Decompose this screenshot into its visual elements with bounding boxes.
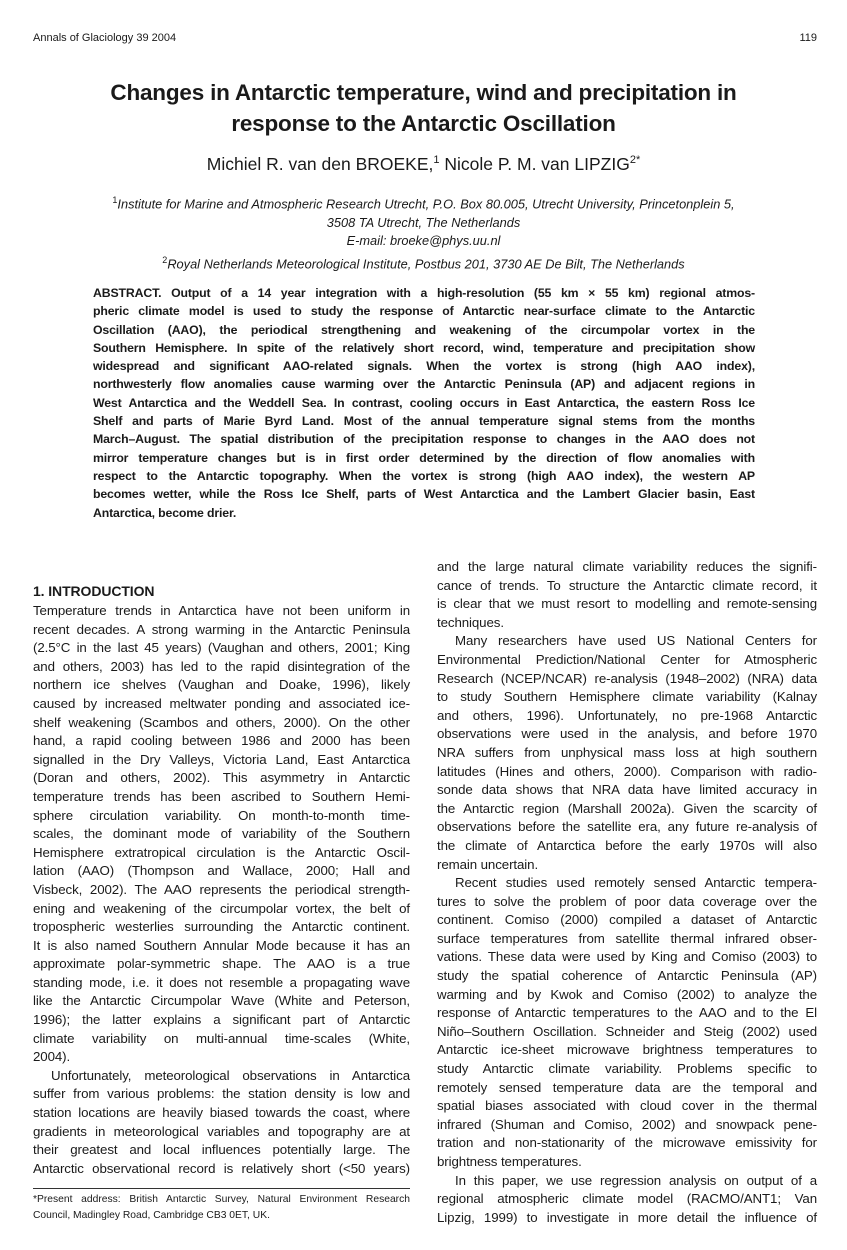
- text-line: approximate polar-symmetric shape. The AAO is a true: [33, 956, 410, 972]
- text-line: Research (NCEP/NCAR) re-analysis (1948–2002) (NRA) data: [437, 670, 817, 686]
- footnote-line: Council, Madingley Road, Cambridge CB3 0ET, UK.: [33, 1210, 270, 1221]
- text-line: Lipzig, 1999) to investigate in more detail the influence of: [437, 1209, 817, 1225]
- text-line: scales, the dominant mode of variability of the Southern: [33, 826, 410, 842]
- author-affiliation-mark: 1: [433, 154, 440, 167]
- text-line: is clear that we must resort to modelling and remote-sensing: [437, 596, 817, 612]
- text-line: remain uncertain.: [437, 856, 539, 872]
- text-line: West Antarctica and the Weddell Sea. In contrast, cooling occurs in East Antarctica, the eastern Ross Ice: [93, 395, 755, 410]
- text-line: Antarctic observational record is relatively short (<50 years): [33, 1160, 410, 1176]
- text-line: cance of trends. To structure the Antarctic climate record, it: [437, 577, 817, 593]
- text-line: the Antarctic region (Marshall 2002a). Given the scarcity of: [437, 800, 817, 816]
- author-affiliation-mark: 2*: [629, 154, 641, 167]
- text-line: In this paper, we use regression analysis on output of a: [455, 1172, 817, 1188]
- text-line: March–August. The spatial distribution of the precipitation response to changes in the AAO does not: [93, 432, 755, 447]
- text-line: Antarctica, become drier.: [93, 505, 237, 520]
- text-line: Environmental Prediction/National Center for Atmospheric: [437, 651, 817, 667]
- affiliation-1-cont: 3508 TA Utrecht, The Netherlands: [326, 214, 521, 230]
- text-line: hand, a rapid cooling between 1986 and 2000 has been: [33, 733, 410, 749]
- text-line: brightness temperatures.: [437, 1154, 582, 1169]
- text-line: pheric climate model is used to study the response of Antarctic near-surface climate to the Antarctic: [93, 304, 755, 319]
- text-line: remotely sensed temperature data are the temporal and: [437, 1079, 817, 1095]
- email[interactable]: E-mail: broeke@phys.uu.nl: [346, 233, 501, 249]
- text-line: warming and by Kwok and Comiso (2002) to analyze the: [437, 986, 817, 1002]
- text-line: standing mode, i.e. it does not resemble a propagating wave: [33, 974, 410, 990]
- text-line: Many researchers have used US National Centers for: [455, 633, 817, 649]
- text-line: Shelf and parts of Marie Byrd Land. Most of the annual temperature signal stems from the months: [93, 414, 755, 429]
- text-line: Hemisphere extratropical circulation is the Antarctic Oscil-: [33, 844, 410, 860]
- text-line: Temperature trends in Antarctica have not been uniform in: [33, 603, 410, 618]
- text-line: Visbeck, 2002). The AAO represents the periodical strength-: [33, 881, 410, 897]
- paragraph: [33, 1067, 410, 1179]
- footnote: [33, 1192, 410, 1224]
- text-line: Recent studies used remotely sensed Antarctic tempera-: [455, 875, 817, 891]
- authors: [0, 154, 847, 175]
- text-line: tures to solve the problem of poor data coverage over the: [437, 893, 817, 909]
- text-line: (2.5°C in the last 45 years) (Vaughan and others, 2001; King: [33, 640, 410, 656]
- text-line: Oscillation (AAO), the periodical strengthening and weakening of the circumpolar vortex in the: [93, 322, 755, 337]
- footnote-line: *Present address: British Antarctic Survey, Natural Environment Research: [33, 1194, 410, 1205]
- left-column: [33, 582, 410, 1178]
- text-line: surface temperatures from satellite thermal infrared obser-: [437, 930, 817, 946]
- text-line: temperature trends has been ascribed to Southern Hemi-: [33, 788, 410, 804]
- text-line: and the large natural climate variability reduces the signifi-: [437, 559, 817, 574]
- text-line: tration and non-stationarity of the microwave emissivity for: [437, 1135, 817, 1151]
- text-line: Unfortunately, meteorological observations in Antarctica: [51, 1067, 410, 1083]
- text-line: northwesterly flow anomalies cause warming over the Antarctic Peninsula (AP) and adjacent regions in: [93, 377, 755, 392]
- text-line: infrared (Shuman and Comiso, 2002) and snowpack pene-: [437, 1116, 817, 1132]
- footnote-divider: [33, 1188, 410, 1189]
- affiliation-mark: 2: [162, 254, 168, 265]
- text-line: sphere circulation variability. On month-to-month time-: [33, 807, 410, 823]
- text-line: station locations are heavily biased towards the coast, where: [33, 1105, 410, 1121]
- text-line: Niño–Southern Oscillation. Schneider and Steig (2002) used: [437, 1023, 817, 1039]
- text-line: vations. These data were used by King and Comiso (2003) to: [437, 949, 817, 965]
- paragraph: [437, 874, 817, 1172]
- text-line: 2004).: [33, 1049, 71, 1065]
- text-line: caused by increased meltwater ponding and associated ice-: [33, 695, 410, 711]
- text-line: NRA suffers from unphysical mass loss at high southern: [437, 744, 817, 760]
- journal-citation: Annals of Glaciology 39 2004: [33, 32, 177, 44]
- text-line: and others, 2003) has led to the rapid disintegration of the: [33, 658, 410, 674]
- text-line: sonde data shows that NRA data have limited accuracy in: [437, 782, 817, 798]
- affiliation-2: [20, 251, 827, 274]
- paragraph: [437, 632, 817, 874]
- text-line: (Doran and others, 2002). This asymmetry in Antarctic: [33, 770, 410, 786]
- running-head: [33, 32, 817, 44]
- text-line: lation (AAO) (Thompson and Wallace, 2000; Hall and: [33, 863, 410, 879]
- text-line: techniques.: [437, 614, 504, 630]
- text-line: study the spatial coherence of Antarctic Peninsula (AP): [437, 968, 817, 984]
- text-line: ABSTRACT. Output of a 14 year integration with a high-resolution (55 km × 55 km) regional atmos-: [93, 286, 755, 300]
- text-line: to study Southern Hemisphere climate variability (Kalnay: [437, 689, 817, 705]
- text-line: regional atmospheric climate model (RACMO/ANT1; Van: [437, 1191, 817, 1207]
- author-name: Nicole P. M. van LIPZIG: [439, 154, 630, 174]
- title-line: Changes in Antarctic temperature, wind and precipitation in: [110, 80, 737, 105]
- text-line: observations before the satellite era, any future re-analysis of: [437, 819, 817, 835]
- paragraph: [437, 558, 817, 632]
- text-line: northern ice shelves (Vaughan and Doake, 1996), likely: [33, 677, 410, 693]
- text-line: latitudes (Hines and others, 2000). Comparison with radio-: [437, 763, 817, 779]
- author-name: Michiel R. van den BROEKE,: [206, 154, 434, 174]
- text-line: spatial biases associated with cloud cover in the thermal: [437, 1098, 817, 1114]
- paper-title: [30, 77, 817, 139]
- page-number: 119: [799, 32, 817, 44]
- affiliation-1: [20, 191, 827, 214]
- text-line: climate variability on multi-annual time-scales (White,: [33, 1030, 410, 1046]
- text-line: their greatest and local influences potentially large. The: [33, 1142, 410, 1158]
- section-heading: 1. INTRODUCTION: [33, 583, 155, 599]
- affiliation-text: Institute for Marine and Atmospheric Research Utrecht, P.O. Box 80.005, Utrecht University, Princetonplein 5,: [117, 196, 735, 212]
- affiliation-mark: 1: [112, 195, 118, 205]
- paragraph: [33, 602, 410, 1067]
- text-line: widespread and significant AAO-related signals. When the vortex is strong (high AAO index),: [93, 359, 755, 374]
- text-line: like the Antarctic Circumpolar Wave (White and Peterson,: [33, 993, 410, 1009]
- left-column-body: [33, 602, 410, 1178]
- right-column: [437, 558, 817, 1227]
- text-line: becomes wetter, while the Ross Ice Shelf, parts of West Antarctica and the Lambert Glacier basin, East: [93, 487, 755, 502]
- text-line: response of Antarctic temperatures to the AAO and to the El: [437, 1005, 817, 1021]
- text-line: 1996); the latter explains a significant part of Antarctic: [33, 1012, 410, 1028]
- text-line: signalled in the Dry Valleys, Victoria Land, East Antarctica: [33, 751, 410, 767]
- text-line: gradients in meteorological variables and topography are at: [33, 1123, 410, 1139]
- text-line: tropospheric westerlies surrounding the Antarctic continent.: [33, 919, 410, 935]
- text-line: the climate of Antarctica before the early 1970s will also: [437, 837, 817, 853]
- text-line: suffer from various problems: the station density is low and: [33, 1086, 410, 1102]
- title-line: response to the Antarctic Oscillation: [231, 111, 616, 136]
- text-line: respect to the Antarctic topography. When the vortex is strong (high AAO index), the western AP: [93, 468, 755, 483]
- text-line: recent decades. A strong warming in the Antarctic Peninsula: [33, 621, 410, 637]
- text-line: continent. Comiso (2000) compiled a dataset of Antarctic: [437, 912, 817, 928]
- text-line: Southern Hemisphere. In spite of the relatively short record, wind, temperature and precipitation show: [93, 340, 755, 355]
- text-line: and others, 1996). Unfortunately, no pre-1968 Antarctic: [437, 707, 817, 723]
- text-line: study Antarctic climate variability. Problems specific to: [437, 1061, 817, 1077]
- text-line: shelf weakening (Scambos and others, 2000). On the other: [33, 714, 410, 730]
- abstract: [93, 284, 755, 522]
- text-line: observations were used in the analysis, and before 1970: [437, 726, 817, 742]
- affiliation-text: Royal Netherlands Meteorological Institute, Postbus 201, 3730 AE De Bilt, The Netherlands: [167, 256, 685, 272]
- text-line: ening and weakening of the circumpolar vortex, the belt of: [33, 900, 410, 916]
- text-line: mirror temperature changes but is in first order determined by the direction of flow anomalies with: [93, 450, 755, 465]
- paragraph: [437, 1172, 817, 1228]
- text-line: Antarctic ice-sheet microwave brightness temperatures to: [437, 1042, 817, 1058]
- affiliations: [20, 191, 827, 274]
- text-line: It is also named Southern Annular Mode because it has an: [33, 937, 410, 953]
